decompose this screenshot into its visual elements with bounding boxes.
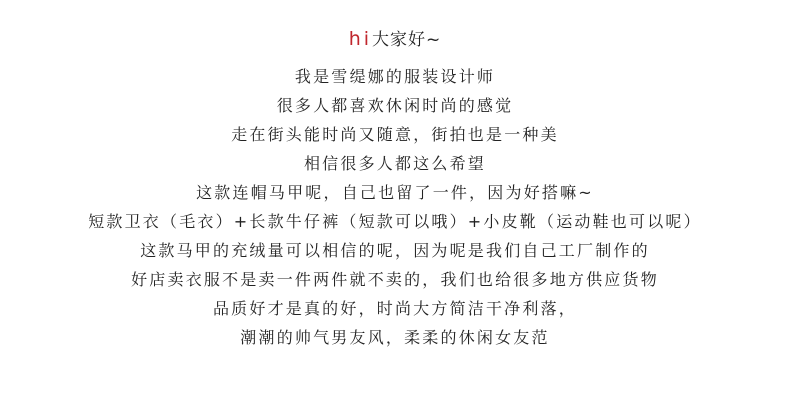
greeting-rest: 大家好~	[372, 30, 442, 50]
text-line-1: 我是雪缇娜的服装设计师	[294, 67, 496, 86]
text-line-9: 品质好才是真的好，时尚大方简洁干净利落，	[212, 299, 577, 318]
text-line-8: 好店卖衣服不是卖一件两件就不卖的，我们也给很多地方供应货物	[131, 270, 659, 289]
text-line-4: 相信很多人都这么希望	[303, 154, 486, 173]
text-line-6: 短款卫衣（毛衣）+长款牛仔裤（短款可以哦）+小皮靴（运动鞋也可以呢）	[88, 212, 702, 231]
text-line-2: 很多人都喜欢休闲时尚的感觉	[276, 96, 514, 115]
greeting-hi: hi	[348, 28, 373, 50]
text-line-10: 潮潮的帅气男友风，柔柔的休闲女友范	[240, 328, 550, 347]
text-line-3: 走在街头能时尚又随意，街拍也是一种美	[231, 125, 559, 144]
description-lines	[0, 62, 790, 352]
text-line-7: 这款马甲的充绒量可以相信的呢，因为呢是我们自己工厂制作的	[140, 241, 650, 260]
text-line-5: 这款连帽马甲呢，自己也留了一件，因为好搭嘛~	[196, 183, 594, 202]
greeting-title	[0, 28, 790, 50]
